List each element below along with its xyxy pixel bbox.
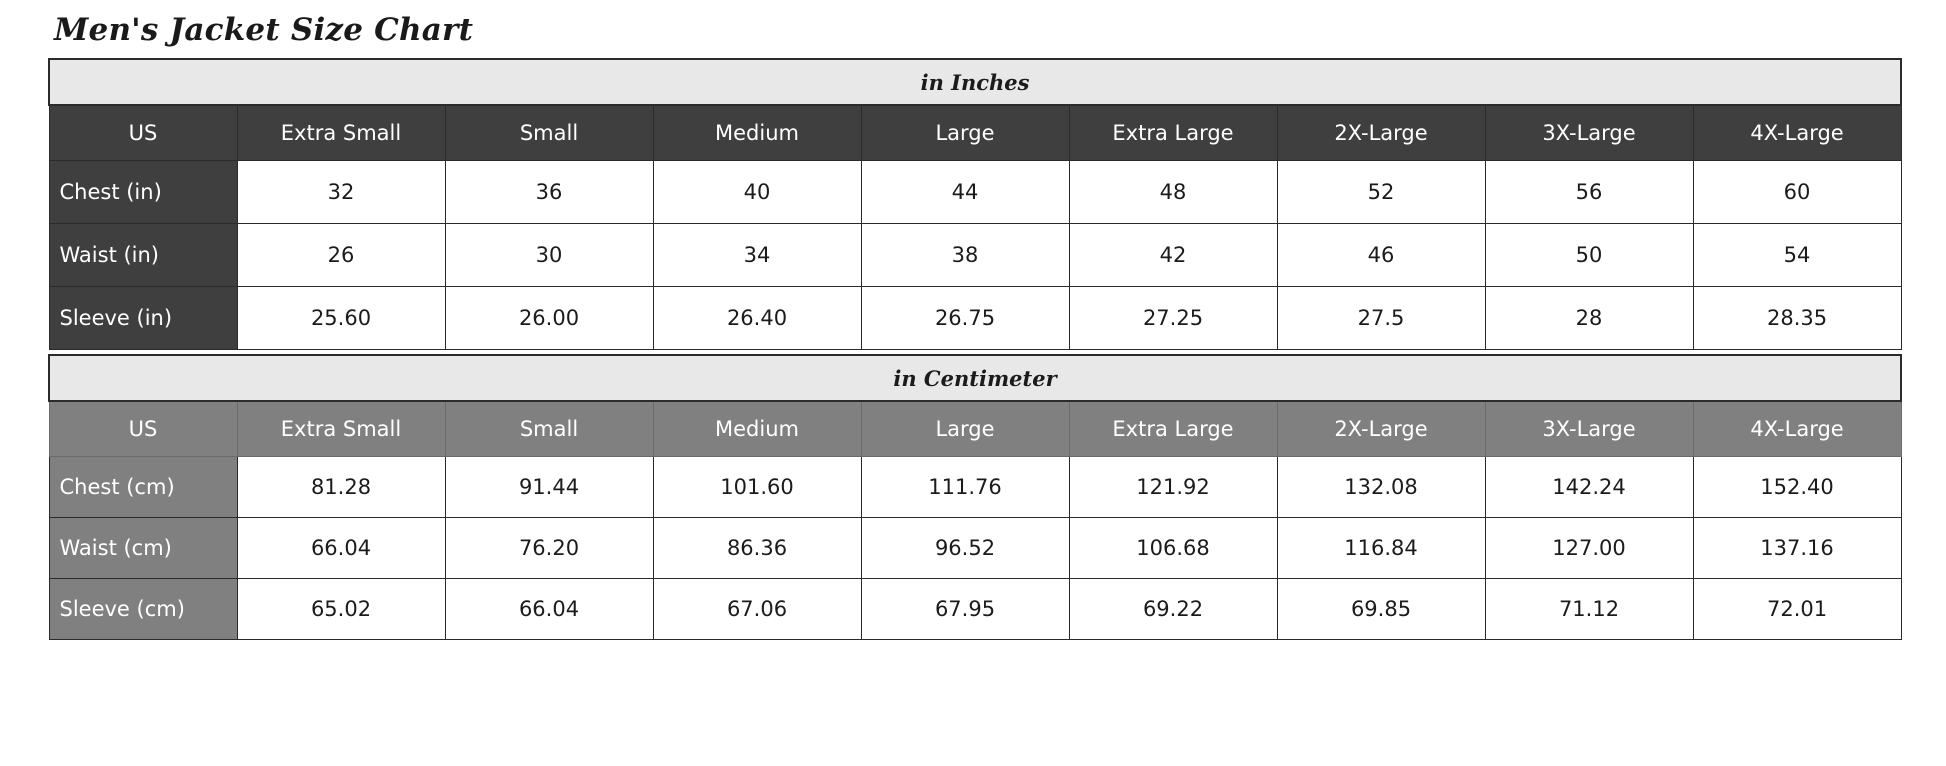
- cell-sleeve-cm-2xl: 69.85: [1277, 579, 1485, 640]
- cell-waist-cm-s: 76.20: [445, 518, 653, 579]
- cell-chest-in-4xl: 60: [1693, 161, 1901, 224]
- table-row: [49, 161, 1901, 224]
- table-row: [49, 457, 1901, 518]
- cell-sleeve-in-xl: 27.25: [1069, 287, 1277, 350]
- header-cell-4xl-cm: 4X-Large: [1693, 401, 1901, 457]
- header-cell-m: Medium: [653, 105, 861, 161]
- header-cell-4xl: 4X-Large: [1693, 105, 1901, 161]
- cell-sleeve-cm-xl: 69.22: [1069, 579, 1277, 640]
- cell-waist-in-xl: 42: [1069, 224, 1277, 287]
- header-cell-xl-cm: Extra Large: [1069, 401, 1277, 457]
- cell-sleeve-cm-3xl: 71.12: [1485, 579, 1693, 640]
- cell-chest-cm-s: 91.44: [445, 457, 653, 518]
- header-cell-m-cm: Medium: [653, 401, 861, 457]
- cell-waist-cm-xs: 66.04: [237, 518, 445, 579]
- table-row: [49, 518, 1901, 579]
- band-title-inches: in Inches: [49, 59, 1901, 105]
- cell-waist-cm-l: 96.52: [861, 518, 1069, 579]
- cell-waist-in-m: 34: [653, 224, 861, 287]
- cell-waist-cm-xl: 106.68: [1069, 518, 1277, 579]
- cell-sleeve-cm-l: 67.95: [861, 579, 1069, 640]
- header-cell-us: US: [49, 105, 237, 161]
- table-row: [49, 287, 1901, 350]
- header-cell-xs-cm: Extra Small: [237, 401, 445, 457]
- cell-waist-cm-m: 86.36: [653, 518, 861, 579]
- page-title: Men's Jacket Size Chart: [54, 12, 474, 48]
- header-cell-3xl: 3X-Large: [1485, 105, 1693, 161]
- header-cell-2xl: 2X-Large: [1277, 105, 1485, 161]
- cell-chest-in-2xl: 52: [1277, 161, 1485, 224]
- table-header-row: [49, 105, 1901, 161]
- cell-chest-cm-2xl: 132.08: [1277, 457, 1485, 518]
- cell-chest-cm-4xl: 152.40: [1693, 457, 1901, 518]
- cell-chest-cm-m: 101.60: [653, 457, 861, 518]
- cell-sleeve-cm-4xl: 72.01: [1693, 579, 1901, 640]
- header-cell-xl: Extra Large: [1069, 105, 1277, 161]
- size-chart-container: [48, 0, 1898, 640]
- cell-waist-in-3xl: 50: [1485, 224, 1693, 287]
- cell-sleeve-in-m: 26.40: [653, 287, 861, 350]
- cell-sleeve-cm-s: 66.04: [445, 579, 653, 640]
- cell-chest-cm-xl: 121.92: [1069, 457, 1277, 518]
- cell-chest-in-3xl: 56: [1485, 161, 1693, 224]
- cell-chest-cm-3xl: 142.24: [1485, 457, 1693, 518]
- cell-waist-cm-4xl: 137.16: [1693, 518, 1901, 579]
- band-title-row: [49, 59, 1901, 105]
- header-cell-l-cm: Large: [861, 401, 1069, 457]
- cell-sleeve-in-3xl: 28: [1485, 287, 1693, 350]
- row-label-chest-in: Chest (in): [49, 161, 237, 224]
- header-cell-3xl-cm: 3X-Large: [1485, 401, 1693, 457]
- cell-waist-in-4xl: 54: [1693, 224, 1901, 287]
- cell-sleeve-cm-xs: 65.02: [237, 579, 445, 640]
- cell-chest-in-l: 44: [861, 161, 1069, 224]
- size-table-centimeter: [48, 354, 1902, 640]
- header-cell-xs: Extra Small: [237, 105, 445, 161]
- cell-sleeve-in-xs: 25.60: [237, 287, 445, 350]
- row-label-sleeve-in: Sleeve (in): [49, 287, 237, 350]
- header-cell-us-cm: US: [49, 401, 237, 457]
- row-label-chest-cm: Chest (cm): [49, 457, 237, 518]
- cell-waist-in-s: 30: [445, 224, 653, 287]
- cell-chest-in-s: 36: [445, 161, 653, 224]
- cell-waist-in-l: 38: [861, 224, 1069, 287]
- cell-waist-cm-2xl: 116.84: [1277, 518, 1485, 579]
- row-label-sleeve-cm: Sleeve (cm): [49, 579, 237, 640]
- band-title-row: [49, 355, 1901, 401]
- row-label-waist-in: Waist (in): [49, 224, 237, 287]
- cell-chest-in-xl: 48: [1069, 161, 1277, 224]
- header-cell-2xl-cm: 2X-Large: [1277, 401, 1485, 457]
- cell-chest-in-m: 40: [653, 161, 861, 224]
- cell-waist-in-xs: 26: [237, 224, 445, 287]
- header-cell-l: Large: [861, 105, 1069, 161]
- cell-sleeve-in-2xl: 27.5: [1277, 287, 1485, 350]
- table-row: [49, 579, 1901, 640]
- size-table-inches: [48, 58, 1902, 350]
- cell-chest-cm-xs: 81.28: [237, 457, 445, 518]
- cell-chest-cm-l: 111.76: [861, 457, 1069, 518]
- table-header-row: [49, 401, 1901, 457]
- band-title-centimeter: in Centimeter: [49, 355, 1901, 401]
- cell-sleeve-in-s: 26.00: [445, 287, 653, 350]
- header-cell-s: Small: [445, 105, 653, 161]
- cell-chest-in-xs: 32: [237, 161, 445, 224]
- cell-waist-cm-3xl: 127.00: [1485, 518, 1693, 579]
- header-cell-s-cm: Small: [445, 401, 653, 457]
- cell-sleeve-cm-m: 67.06: [653, 579, 861, 640]
- row-label-waist-cm: Waist (cm): [49, 518, 237, 579]
- cell-waist-in-2xl: 46: [1277, 224, 1485, 287]
- table-row: [49, 224, 1901, 287]
- cell-sleeve-in-4xl: 28.35: [1693, 287, 1901, 350]
- cell-sleeve-in-l: 26.75: [861, 287, 1069, 350]
